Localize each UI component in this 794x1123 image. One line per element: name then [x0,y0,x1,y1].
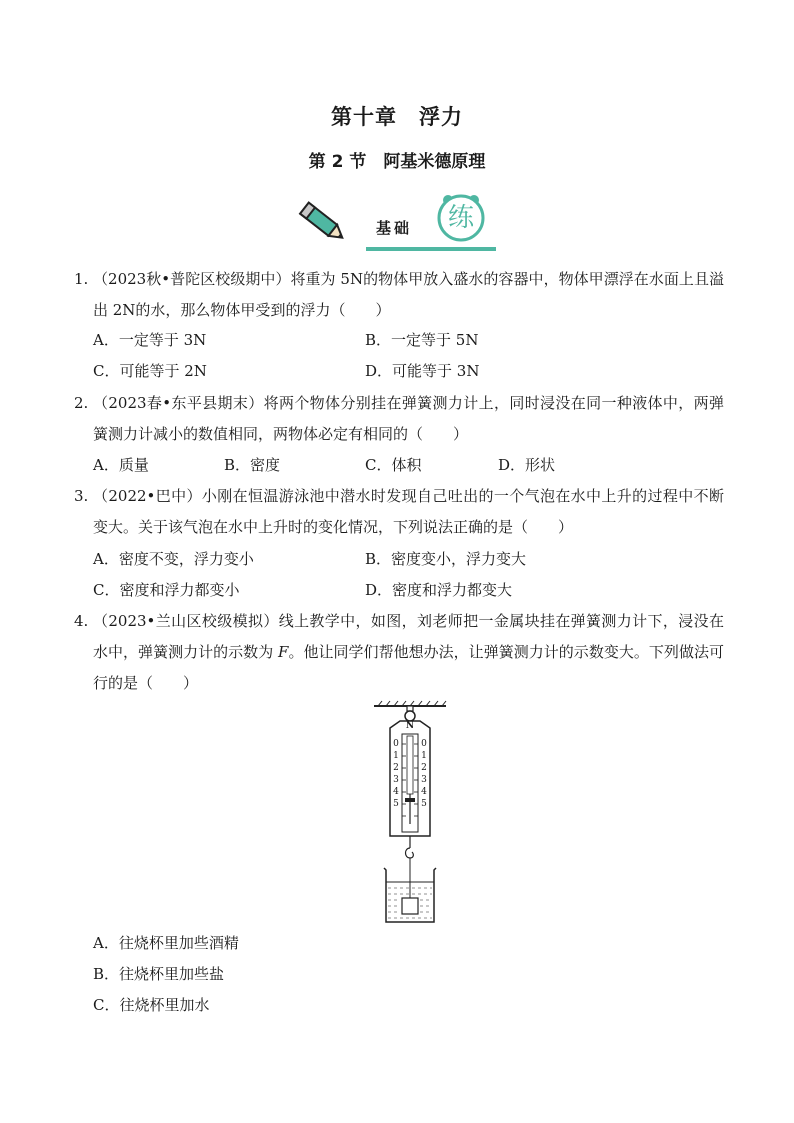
option-d: D．密度和浮力都变大 [365,581,513,599]
spring-scale-figure [370,700,450,928]
tick-label: 4 [421,787,427,797]
question-number: 4. [74,612,89,630]
option-a: A．一定等于 3N [93,331,207,349]
question-number: 1. [74,270,89,288]
banner-label: 基础 [376,219,413,237]
question-text: （2023春•东平县期末）将两个物体分别挂在弹簧测力计上，同时浸没在同一种液体中，两弹簧测力计减小的数值相同，两物体必定有相同的（ ） [93,394,724,443]
option-b: B．密度 [224,456,281,474]
question-text-part: （2023•兰山区校级模拟）线上教学中，如图，刘老师把一金属块挂在弹簧测力计下，浸没在水中，弹簧测力计的示数为 [93,612,724,661]
option-c: C．可能等于 2N [93,362,207,380]
question-2 [74,388,724,450]
force-variable: F [278,643,289,661]
question-text-part: 。他让同学们帮他想办法，让弹簧测力计的示数变大。下列做法可行的是（ ） [93,643,724,692]
scale-unit-label: N [405,721,415,731]
option-c: C．体积 [365,456,422,474]
question-1 [74,264,724,326]
option-b: B．往烧杯里加些盐 [93,965,225,983]
tick-label: 0 [421,739,427,749]
tick-label: 2 [421,763,427,773]
option-c: C．密度和浮力都变小 [93,581,240,599]
question-number: 2. [74,394,89,412]
question-text: （2022•巴中）小刚在恒温游泳池中潜水时发现自己吐出的一个气泡在水中上升的过程中不断变大。关于该气泡在水中上升时的变化情况，下列说法正确的是（ ） [93,487,724,536]
tick-label: 0 [393,739,399,749]
question-text: （2023秋•普陀区校级期中）将重为 5N的物体甲放入盛水的容器中，物体甲漂浮在水面上且溢出 2N的水，那么物体甲受到的浮力（ ） [93,270,724,319]
tick-label: 5 [393,799,399,809]
tick-label: 1 [393,751,399,761]
banner-badge: 练 [447,203,474,233]
option-d: D．可能等于 3N [365,362,480,380]
option-b: B．一定等于 5N [365,331,479,349]
practice-banner [296,190,496,256]
question-text [93,606,724,699]
tick-label: 5 [421,799,427,809]
tick-label: 3 [393,775,399,785]
section-title: 第 2 节 阿基米德原理 [308,152,486,172]
tick-label: 3 [421,775,427,785]
question-number: 3. [74,487,89,505]
scale-right-numbers [420,738,428,810]
scale-left-numbers [392,738,400,810]
option-b: B．密度变小，浮力变大 [365,550,527,568]
option-d: D．形状 [498,456,556,474]
option-a: A．密度不变，浮力变小 [93,550,254,568]
question-4 [74,606,724,699]
chapter-title: 第十章 浮力 [331,105,463,129]
option-a: A．往烧杯里加些酒精 [93,934,239,952]
option-a: A．质量 [93,456,149,474]
tick-label: 4 [393,787,399,797]
question-3 [74,481,724,543]
tick-label: 2 [393,763,399,773]
option-c: C．往烧杯里加水 [93,996,210,1014]
tick-label: 1 [421,751,427,761]
